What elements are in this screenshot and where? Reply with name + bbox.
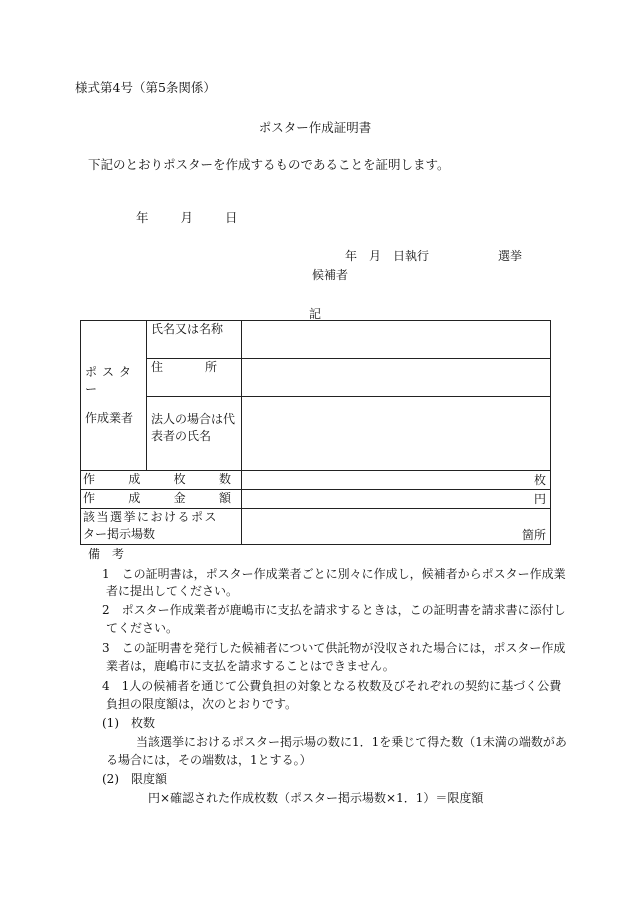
table-row: [81, 321, 551, 359]
rep-label-line1: 法人の場合は代: [151, 412, 236, 426]
count-unit: 枚: [533, 473, 546, 487]
sites-label: [81, 509, 242, 545]
table-row: [81, 471, 551, 490]
group-label-line2: 作成業者: [85, 411, 134, 425]
note-line: (1) 枚数: [102, 716, 155, 730]
amount-label-char: 作: [83, 491, 96, 505]
sites-label-line1: 該当選挙におけるポス: [83, 510, 219, 524]
certification-text: 下記のとおりポスターを作成するものであることを証明します。: [88, 157, 450, 172]
date-day: 日: [224, 210, 238, 225]
note-line: てください。: [106, 621, 179, 635]
count-label-char: 成: [128, 472, 141, 486]
count-label-char: 作: [83, 472, 96, 486]
issue-date: [136, 210, 237, 226]
address-label-2: 所: [204, 360, 217, 374]
form-number: 様式第4号（第5条関係）: [75, 80, 216, 95]
address-label-1: 住: [151, 360, 164, 374]
representative-label: [147, 397, 242, 471]
table-row: [81, 490, 551, 509]
amount-label: [81, 490, 242, 509]
note-line: る場合には，その端数は，1とする。）: [106, 753, 312, 767]
count-field[interactable]: [242, 471, 551, 490]
note-line: 業者は，鹿嶋市に支払を請求することはできません。: [106, 659, 395, 673]
detail-table: [80, 320, 551, 545]
amount-unit: 円: [533, 492, 546, 506]
sites-label-line2: ター掲示場数: [83, 527, 156, 541]
amount-label-char: 成: [128, 491, 141, 505]
date-year: 年: [136, 210, 149, 225]
address-field[interactable]: [242, 359, 551, 397]
count-label: [81, 471, 242, 490]
note-line: 者に提出してください。: [106, 584, 239, 598]
note-line: 3 この証明書を発行した候補者について供託物が没収された場合には，ポスター作成: [102, 641, 566, 655]
note-line: 4 1人の候補者を通じて公費負担の対象となる枚数及びそれぞれの契約に基づく公費: [102, 679, 562, 693]
note-line: 当該選挙におけるポスター掲示場の数に1．1を乗じて得た数（1未満の端数があ: [136, 735, 567, 749]
contractor-group-label: [81, 321, 147, 471]
election-date: 年 月 日執行: [345, 249, 430, 263]
table-row: [81, 509, 551, 545]
name-label: 氏名又は名称: [147, 321, 242, 359]
sites-unit: 箇所: [521, 528, 546, 542]
name-field[interactable]: [242, 321, 551, 359]
date-month: 月: [180, 210, 193, 225]
note-line: 1 この証明書は，ポスター作成業者ごとに別々に作成し，候補者からポスター作成業: [102, 567, 566, 581]
sites-field[interactable]: [242, 509, 551, 545]
amount-label-char: 金: [173, 491, 186, 505]
document-title: ポスター作成証明書: [258, 120, 372, 135]
note-line: (2) 限度額: [102, 772, 167, 786]
election-suffix: 選挙: [498, 249, 523, 263]
amount-field[interactable]: [242, 490, 551, 509]
notes-heading: 備 考: [88, 547, 125, 561]
note-line: 円×確認された作成枚数（ポスター掲示場数×1．1）＝限度額: [148, 791, 484, 805]
count-label-char: 数: [218, 472, 231, 486]
table-row: [81, 359, 551, 397]
note-line: 2 ポスター作成業者が鹿嶋市に支払を請求するときは，この証明書を請求書に添付し: [102, 603, 566, 617]
candidate-label: 候補者: [312, 268, 349, 282]
note-line: 負担の限度額は，次のとおりです。: [106, 697, 298, 711]
address-label: [147, 359, 242, 397]
table-row: [81, 397, 551, 471]
group-label-line1: ポスター: [85, 365, 137, 396]
rep-label-line2: 表者の氏名: [151, 429, 212, 443]
ki-label: 記: [308, 307, 321, 321]
representative-field[interactable]: [242, 397, 551, 471]
amount-label-char: 額: [218, 491, 231, 505]
count-label-char: 枚: [173, 472, 186, 486]
